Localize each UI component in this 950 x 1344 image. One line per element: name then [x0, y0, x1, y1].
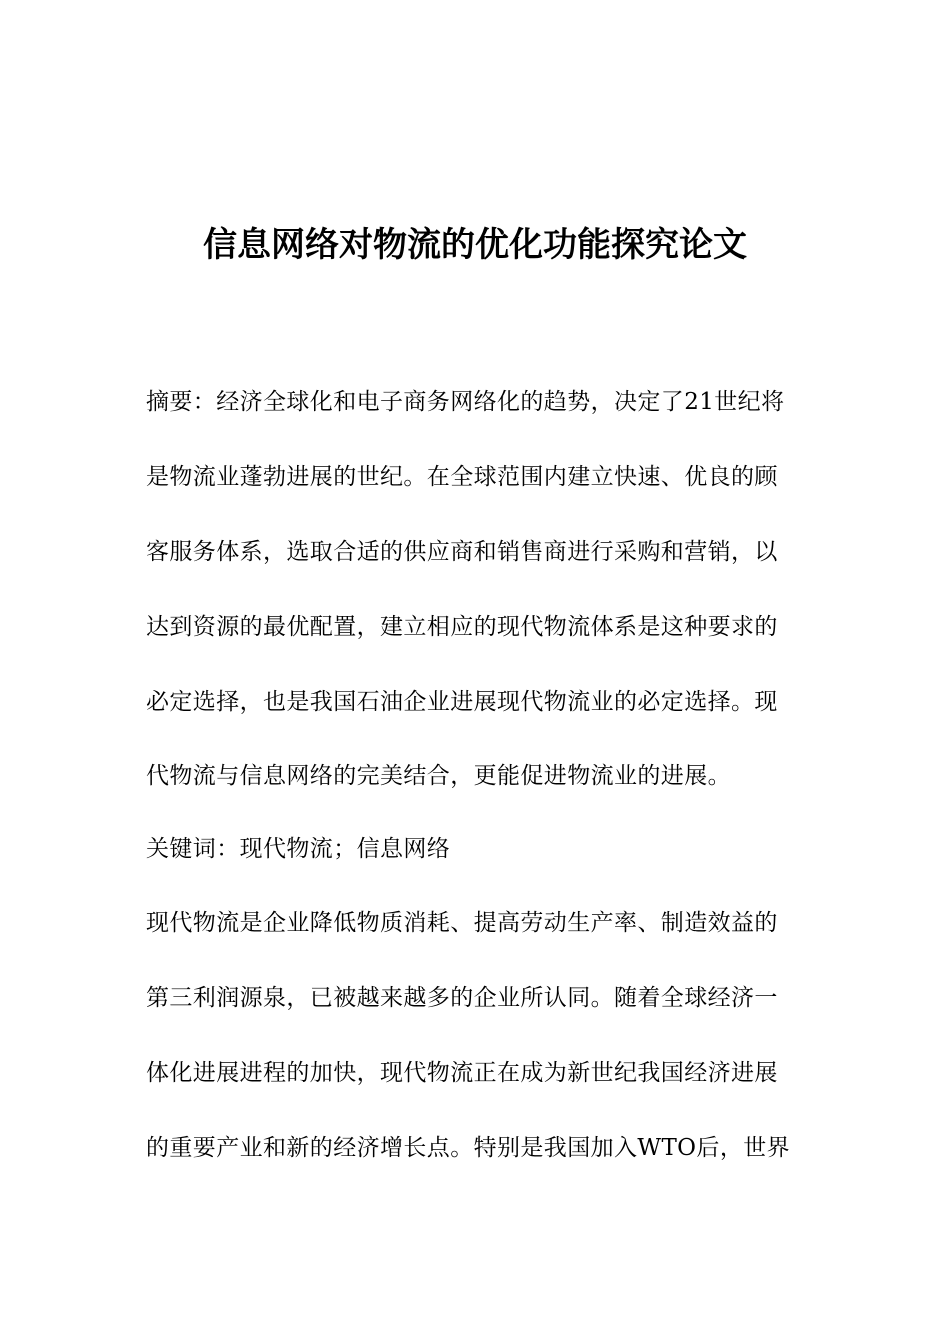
abstract-line: 摘要：经济全球化和电子商务网络化的趋势，决定了21世纪将 — [146, 389, 785, 415]
abstract-line: 必定选择，也是我国石油企业进展现代物流业的必定选择。现 — [146, 689, 778, 715]
keywords-line: 关键词：现代物流；信息网络 — [146, 836, 451, 862]
document-title: 信息网络对物流的优化功能探究论文 — [203, 225, 747, 265]
abstract-line: 是物流业蓬勃进展的世纪。在全球范围内建立快速、优良的顾 — [146, 464, 778, 490]
body-line: 体化进展进程的加快，现代物流正在成为新世纪我国经济进展 — [146, 1060, 778, 1086]
abstract-line: 客服务体系，选取合适的供应商和销售商进行采购和营销，以 — [146, 539, 778, 565]
body-line: 第三利润源泉，已被越来越多的企业所认同。随着全球经济一 — [146, 985, 778, 1011]
body-line: 的重要产业和新的经济增长点。特别是我国加入WTO后，世界 — [146, 1135, 791, 1161]
abstract-line: 达到资源的最优配置，建立相应的现代物流体系是这种要求的 — [146, 614, 778, 640]
body-line: 现代物流是企业降低物质消耗、提高劳动生产率、制造效益的 — [146, 910, 778, 936]
abstract-line: 代物流与信息网络的完美结合，更能促进物流业的进展。 — [146, 763, 731, 789]
